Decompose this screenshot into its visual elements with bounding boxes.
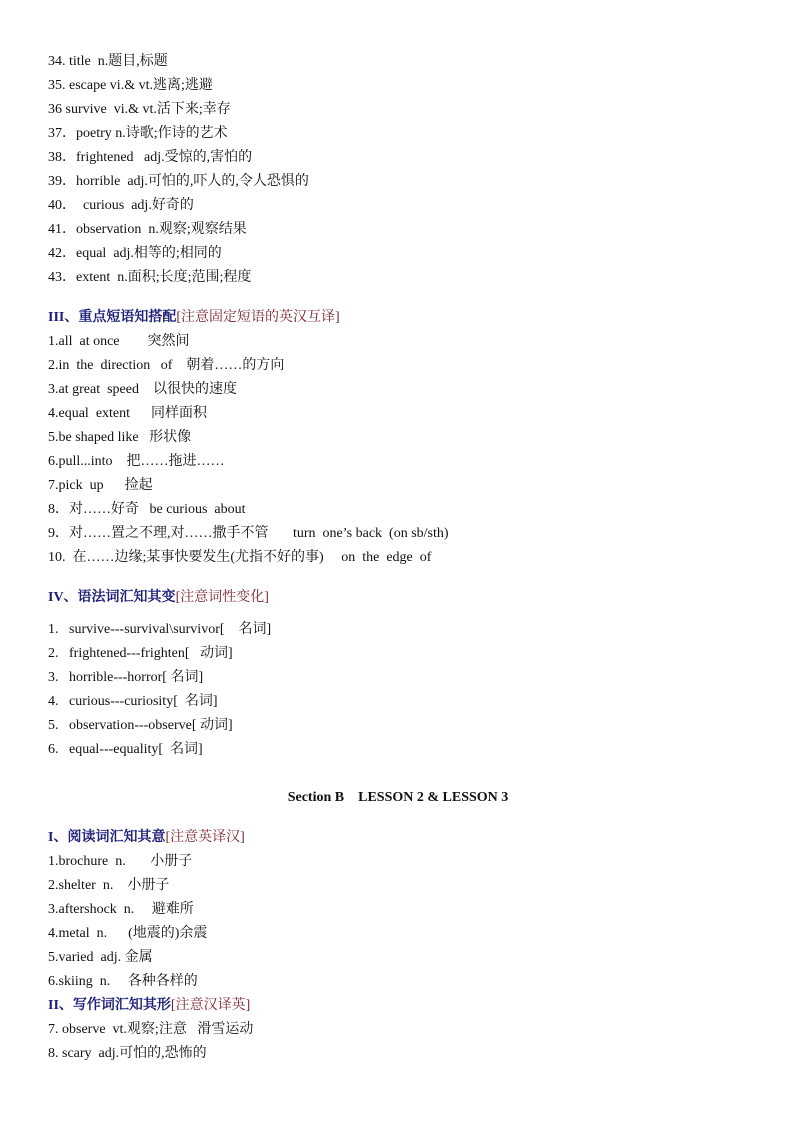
- phrase-item: 7.pick up 捡起: [48, 478, 153, 493]
- phrase-item: 10. 在……边缘;某事快要发生(尤指不好的事) on the edge of: [48, 550, 432, 565]
- grammar-item: 3. horrible---horror[ 名词]: [48, 670, 204, 685]
- grammar-item: 5. observation---observe[ 动词]: [48, 718, 233, 733]
- document-page: [48, 50, 748, 1066]
- section-heading-note: [注意汉译英]: [170, 998, 251, 1013]
- grammar-item: 4. curious---curiosity[ 名词]: [48, 694, 218, 709]
- vocab-list-continued: [48, 50, 748, 290]
- grammar-item: 1. survive---survival\survivor[ 名词]: [48, 622, 272, 637]
- phrase-item: 9．对……置之不理,对……撒手不管 turn one’s back (on sb/sth): [48, 526, 449, 541]
- vocab-item: 7. observe vt.观察;注意 滑雪运动: [48, 1022, 254, 1037]
- section-writing-vocab: [48, 994, 748, 1066]
- vocab-item: 1.brochure n. 小册子: [48, 854, 193, 869]
- section-heading-note: [注意英译汉]: [165, 830, 245, 845]
- vocab-item: 35. escape vi.& vt.逃离;逃避: [48, 78, 213, 93]
- phrase-item: 3.at great speed 以很快的速度: [48, 382, 237, 397]
- section-heading-note: [注意固定短语的英汉互译]: [176, 310, 340, 325]
- vocab-item: 6.skiing n. 各种各样的: [48, 974, 198, 989]
- phrase-item: 6.pull...into 把……拖进……: [48, 454, 225, 469]
- phrase-item: 4.equal extent 同样面积: [48, 406, 208, 421]
- phrase-item: 1.all at once 突然间: [48, 334, 190, 349]
- section-heading: [48, 826, 748, 850]
- vocab-item: 41．observation n.观察;观察结果: [48, 222, 247, 237]
- vocab-item: 36 survive vi.& vt.活下来;幸存: [48, 102, 231, 117]
- section-heading: [48, 586, 748, 610]
- vocab-item: 38．frightened adj.受惊的,害怕的: [48, 150, 253, 165]
- section-reading-vocab: [48, 826, 748, 994]
- section-heading: [48, 306, 748, 330]
- section-phrases: [48, 306, 748, 570]
- vocab-item: 4.metal n. (地震的)余震: [48, 926, 208, 941]
- grammar-item: 2. frightened---frighten[ 动词]: [48, 646, 233, 661]
- section-grammar: [48, 586, 748, 762]
- section-heading-label: I、阅读词汇知其意: [48, 830, 166, 845]
- phrase-item: 8．对……好奇 be curious about: [48, 502, 246, 517]
- vocab-item: 5.varied adj. 金属: [48, 950, 153, 965]
- section-heading-label: III、重点短语知搭配: [48, 310, 177, 325]
- section-heading-note: [注意词性变化]: [175, 590, 269, 605]
- vocab-item: 8. scary adj.可怕的,恐怖的: [48, 1046, 207, 1061]
- grammar-item: 6. equal---equality[ 名词]: [48, 742, 203, 757]
- section-heading: [48, 994, 748, 1018]
- vocab-item: 39．horrible adj.可怕的,吓人的,令人恐惧的: [48, 174, 309, 189]
- phrase-item: 5.be shaped like 形状像: [48, 430, 192, 445]
- section-heading-label: IV、语法词汇知其变: [48, 590, 176, 605]
- vocab-item: 2.shelter n. 小册子: [48, 878, 170, 893]
- section-heading-label: II、写作词汇知其形: [48, 998, 171, 1013]
- vocab-item: 40． curious adj.好奇的: [48, 198, 194, 213]
- vocab-item: 37．poetry n.诗歌;作诗的艺术: [48, 126, 228, 141]
- section-b-title: Section B LESSON 2 & LESSON 3: [287, 790, 509, 805]
- phrase-item: 2.in the direction of 朝着……的方向: [48, 358, 285, 373]
- vocab-item: 3.aftershock n. 避难所: [48, 902, 194, 917]
- vocab-item: 34. title n.题目,标题: [48, 54, 168, 69]
- vocab-item: 43．extent n.面积;长度;范围;程度: [48, 270, 252, 285]
- vocab-item: 42．equal adj.相等的;相同的: [48, 246, 222, 261]
